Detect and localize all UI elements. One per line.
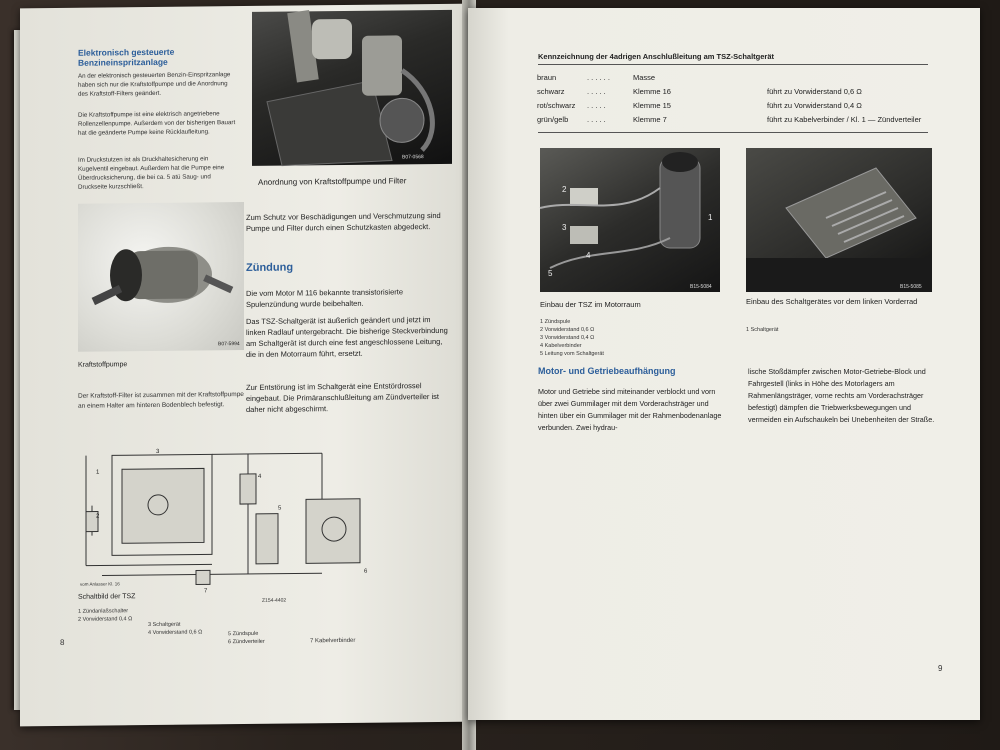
- legend-item: 2 Vorwiderstand 0,4 Ω: [78, 616, 133, 623]
- photo1-legend-item: 5 Leitung vom Schaltgerät: [540, 351, 604, 357]
- svg-text:1: 1: [96, 469, 100, 476]
- zuendung-paragraph-1: Die vom Motor M 116 bekannte transistorisierte Spulenzündung wurde beibehalten.: [246, 287, 404, 309]
- svg-text:5: 5: [548, 269, 553, 278]
- table-row: grün/gelb . . . . . Klemme 7 führt zu Kabelverbinder / Kl. 1 — Zündverteiler: [537, 114, 922, 124]
- photo2-code: B15-5085: [900, 284, 922, 290]
- anlasser-label: vom Anlasser Kl. 16: [80, 581, 120, 587]
- svg-text:3: 3: [562, 223, 567, 232]
- svg-text:5: 5: [278, 505, 282, 512]
- photo-pump-filter: [252, 10, 452, 166]
- motor-paragraph-col1: Motor und Getriebe sind miteinander verblockt und vorn über zwei Gummilager mit dem Vorderachsträger und hinten über ein Gummilager mit der Rahmenbodenanlage verbunden. Zwei hydrau-: [538, 387, 722, 432]
- tsz-circuit-diagram: [72, 443, 368, 606]
- photo1-legend-item: 1 Zündspule: [540, 319, 571, 325]
- legend-item: 4 Vorwiderstand 0,6 Ω: [148, 629, 203, 637]
- table-title: Kennzeichnung der 4adrigen Anschlußleitung am TSZ-Schaltgerät: [538, 52, 775, 61]
- svg-text:4: 4: [586, 251, 591, 260]
- photo1-code: B15-5084: [690, 284, 712, 290]
- table-row: braun . . . . . . Masse: [537, 72, 656, 82]
- pump-photo-code: B07-5994: [218, 341, 240, 348]
- svg-text:7: 7: [204, 588, 208, 595]
- filter-paragraph: Der Kraftstoff-Filter ist zusammen mit der Kraftstoffpumpe an einem Halter am hinteren Bodenblech befestigt.: [78, 391, 244, 410]
- page-number-left: 8: [60, 637, 65, 647]
- photo2-caption: Einbau des Schaltgerätes vor dem linken Vorderrad: [746, 297, 918, 306]
- legend-item: 6 Zündverteiler: [228, 638, 265, 646]
- svg-text:1: 1: [708, 213, 713, 222]
- section-heading-zuendung: Zündung: [246, 261, 294, 274]
- photo-schaltgeraet: [746, 148, 932, 292]
- table-rule-bottom: [538, 132, 928, 133]
- photo-fuel-pump-art: [78, 202, 244, 352]
- photo1-legend-item: 4 Kabelverbinder: [540, 343, 582, 349]
- intro-paragraph: An der elektronisch gesteuerten Benzin-Einspritzanlage haben sich nur die Kraftstoffpumpe und die Anordnung des Kraftstoff-Filters geändert.: [78, 71, 231, 98]
- page-number-right: 9: [938, 664, 943, 673]
- valve-paragraph: Im Druckstutzen ist als Druckhaltesicherung ein Kugelventil eingebaut. Außerdem hat die Pumpe eine Überdrucksicherung, die bei ca. 5 atü Saug- und Druckseite kurzschließt.: [78, 155, 225, 191]
- photo1-legend-item: 2 Vorwiderstand 0,6 Ω: [540, 327, 595, 333]
- section-heading-einspritz: Elektronisch gesteuerte Benzineinspritzanlage: [78, 46, 175, 68]
- photo2-legend-item: 1 Schaltgerät: [746, 327, 779, 333]
- photo1-caption: Einbau der TSZ im Motorraum: [540, 300, 641, 309]
- svg-text:2: 2: [562, 185, 567, 194]
- section-heading-motor: Motor- und Getriebeaufhängung: [538, 366, 676, 376]
- svg-text:4: 4: [258, 473, 262, 480]
- protect-paragraph: Zum Schutz vor Beschädigungen und Verschmutzung sind Pumpe und Filter durch einen Schutzkasten abgedeckt.: [246, 210, 441, 233]
- photo-schaltgeraet-art: [746, 148, 932, 292]
- table-row: schwarz . . . . . Klemme 16 führt zu Vorwiderstand 0,6 Ω: [537, 86, 862, 96]
- legend-item: 7 Kabelverbinder: [310, 637, 356, 645]
- schaltbild-title: Schaltbild der TSZ: [78, 593, 136, 601]
- schaltbild-code: Z154-4402: [262, 597, 287, 604]
- photo-fuel-pump: [78, 202, 244, 352]
- zuendung-paragraph-2: Das TSZ-Schaltgerät ist äußerlich geändert und jetzt im linken Radlauf untergebracht. Die bisherige Steckverbindung am Schaltgerät ist durch eine fest angeschlossene Leitung, die in den Motorraum führt, ersetzt.: [246, 315, 448, 359]
- photo-pump-filter-caption: Anordnung von Kraftstoffpumpe und Filter: [258, 176, 407, 187]
- photo-fuel-pump-caption: Kraftstoffpumpe: [78, 361, 128, 369]
- wire-color-table: [534, 70, 924, 126]
- photo-tsz-engine-bay-art: [540, 148, 720, 292]
- pump-paragraph: Die Kraftstoffpumpe ist eine elektrisch angetriebene Rollenzellenpumpe. Außerdem von der bisherigen Bauart hat die geänderte Pumpe keine Rücklaufleitung.: [78, 110, 236, 137]
- zuendung-paragraph-3: Zur Entstörung ist im Schaltgerät eine Entstördrossel eingebaut. Die Primäranschlußleitung am Zündverteiler ist daher nicht abgeschirmt.: [246, 381, 440, 414]
- legend-item: 5 Zündspule: [228, 630, 259, 638]
- photo-tsz-engine-bay: [540, 148, 720, 292]
- svg-text:6: 6: [364, 568, 368, 575]
- left-page: [20, 4, 472, 727]
- svg-text:2: 2: [96, 513, 100, 520]
- table-row: rot/schwarz . . . . . Klemme 15 führt zu Vorwiderstand 0,4 Ω: [537, 100, 862, 110]
- photo-pump-filter-art: [252, 10, 452, 166]
- photo1-legend-item: 3 Vorwiderstand 0,4 Ω: [540, 335, 595, 341]
- photo-top-code: B07-0568: [402, 154, 424, 161]
- legend-item: 1 Zündanlaßschalter: [78, 608, 129, 615]
- table-rule-top: [538, 64, 928, 65]
- motor-paragraph-col2: lische Stoßdämpfer zwischen Motor-Getriebe-Block und Fahrgestell (links in Höhe des Motorlagers am Rahmenlängsträger, vorne rechts am Vorderachsträger befestigt) dämpfen die Triebwerksbewegungen und vermeiden ein Aufschaukeln bei Unebenheiten der Straße.: [748, 367, 935, 424]
- right-page: [468, 8, 980, 720]
- svg-text:3: 3: [156, 448, 160, 455]
- legend-item: 3 Schaltgerät: [148, 621, 181, 629]
